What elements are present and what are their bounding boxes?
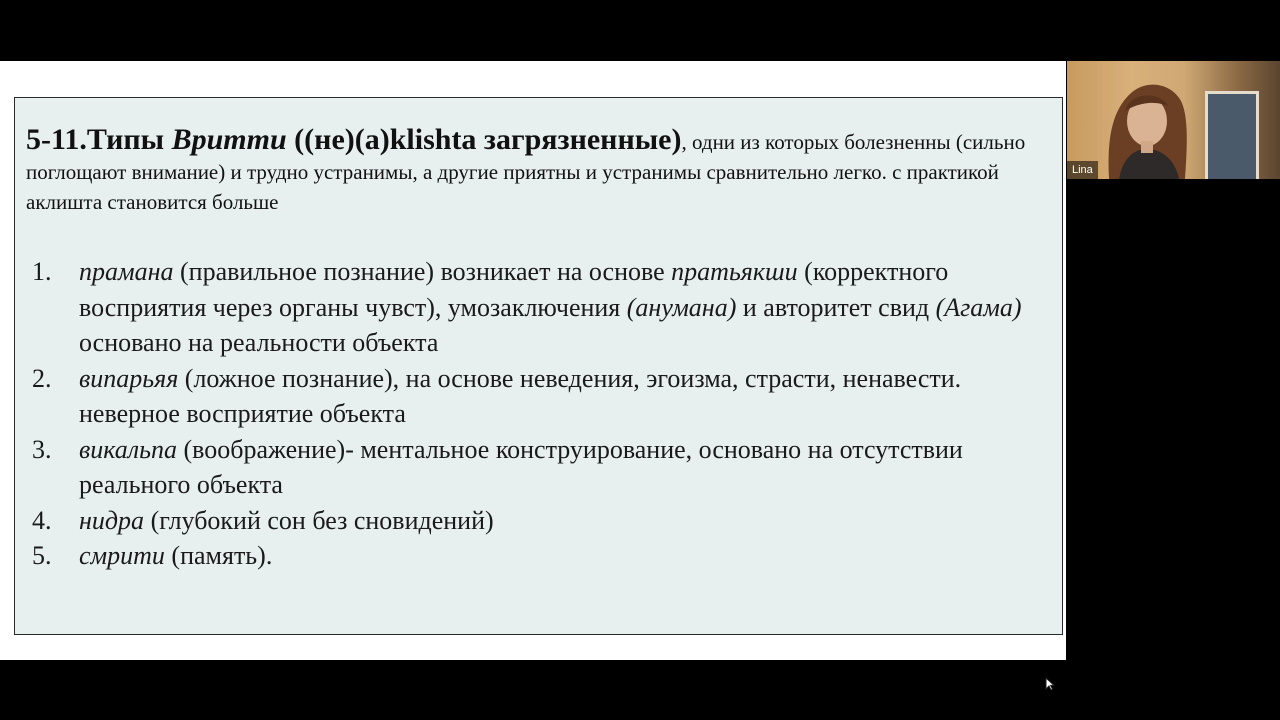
list-item bbox=[27, 432, 1047, 503]
slide-title bbox=[26, 123, 681, 156]
item-text: (глубокий сон без сновидений) bbox=[144, 505, 494, 535]
list-item bbox=[27, 361, 1047, 432]
item-text: (правильное познание) возникает на основе bbox=[173, 257, 672, 286]
slide-description: , одни из которых болезненны (сильно поглощают внимание) и трудно устранимы, а другие приятны и устранимы сравнительно легко. с практикой аклишта становится больше bbox=[26, 130, 1026, 214]
item-term: смрити bbox=[79, 541, 165, 570]
slide-heading bbox=[26, 123, 1036, 217]
item-text: основано на реальности объекта bbox=[79, 328, 439, 357]
shared-screen-area bbox=[0, 61, 1066, 660]
item-number: 4. bbox=[32, 505, 52, 535]
title-rest: ((не)(а)klishta загрязненные) bbox=[286, 123, 682, 156]
presentation-slide bbox=[14, 97, 1063, 635]
background-window bbox=[1205, 91, 1259, 179]
slide-number: 5-11. bbox=[26, 123, 87, 156]
item-number: 2. bbox=[32, 363, 52, 393]
item-emphasis: пратьякши bbox=[671, 257, 798, 286]
item-text: (корректного восприятия через органы чувст), умозаключения bbox=[79, 257, 949, 322]
item-text: и авторитет свид bbox=[736, 292, 936, 322]
participant-avatar bbox=[1089, 71, 1201, 179]
mouse-pointer-icon bbox=[1045, 677, 1055, 691]
item-number: 5. bbox=[32, 541, 52, 570]
item-text: (память). bbox=[164, 541, 273, 570]
item-number: 1. bbox=[32, 257, 52, 286]
item-term: прамана bbox=[79, 257, 174, 286]
list-item bbox=[27, 538, 1047, 574]
item-text: (ложное познание), на основе неведения, эгоизма, страсти, ненавести. неверное восприятие объекта bbox=[79, 363, 962, 428]
participant-name-label: Lina bbox=[1067, 161, 1098, 179]
title-italic: Вритти bbox=[171, 123, 287, 156]
item-emphasis: (анумана) bbox=[626, 292, 737, 322]
item-term: випарьяя bbox=[79, 363, 179, 393]
list-item bbox=[27, 503, 1047, 539]
title-word: Типы bbox=[86, 123, 172, 156]
participant-video-tile[interactable] bbox=[1067, 61, 1280, 179]
item-emphasis: (Агама) bbox=[935, 292, 1022, 322]
list-item bbox=[27, 254, 1047, 361]
vritti-types-list bbox=[27, 254, 1047, 574]
item-text: (воображение)- ментальное конструирование, основано на отсутствии реального объекта bbox=[79, 434, 963, 499]
item-number: 3. bbox=[32, 434, 52, 464]
item-term: викальпа bbox=[79, 434, 177, 464]
item-term: нидра bbox=[79, 505, 145, 535]
